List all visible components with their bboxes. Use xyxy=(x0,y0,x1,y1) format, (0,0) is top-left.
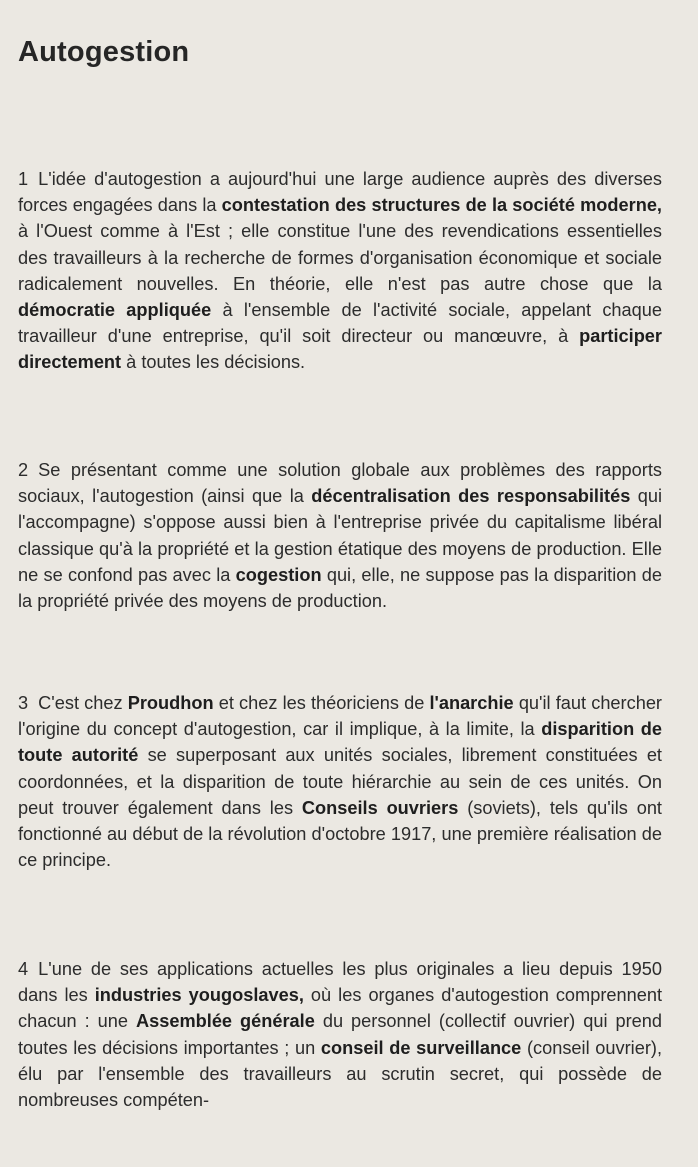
text-segment: et chez les théoriciens de xyxy=(213,693,430,713)
bold-term: industries yougoslaves, xyxy=(94,985,304,1006)
paragraph-number: 1 xyxy=(18,169,29,189)
text-segment: à l'ensemble de l'activité sociale, appelant chaque travailleur d'une entreprise, qu'il soit directeur ou manœuvre, à xyxy=(18,300,663,347)
text-segment: où les organes d'autogestion comprennent chacun : une xyxy=(18,985,663,1032)
paragraph-number: 2 xyxy=(18,460,29,480)
bold-term: Conseils ouvriers xyxy=(301,797,459,818)
bold-term: contestation des structures de la société moderne, xyxy=(221,195,662,216)
page-title: Autogestion xyxy=(18,36,190,68)
text-segment: qui l'accompagne) s'oppose aussi bien à l'entreprise privée du capitalisme libéral classique qu'à la propriété et la gestion étatique des moyens de production. Elle ne se confond pas avec la xyxy=(18,486,662,585)
text-segment: L'une de ses applications actuelles les plus originales a lieu depuis 1950 dans les xyxy=(18,959,662,1006)
text-segment: Se présentant comme une solution globale aux problèmes des rapports sociaux, l'autogestion (ainsi que la xyxy=(18,460,662,507)
text-segment: L'idée d'autogestion a aujourd'hui une large audience auprès des diverses forces engagées dans la xyxy=(18,169,662,216)
text-segment: à l'Ouest comme à l'Est ; elle constitue l'une des revendications essentielles des travailleurs à la recherche de formes d'organisation économique et sociale radicalement nouvelles. En théorie, elle n'est pas autre chose que la xyxy=(18,221,662,294)
text-segment: qui, elle, ne suppose pas la disparition de la propriété privée des moyens de production. xyxy=(18,564,662,612)
bold-term: Proudhon xyxy=(127,693,214,713)
text-segment: (conseil ouvrier), élu par l'ensemble des travailleurs au scrutin secret, qui possède de nombreuses compéten- xyxy=(18,1037,662,1111)
paragraph-3 xyxy=(18,690,662,873)
bold-term: cogestion xyxy=(235,564,322,585)
text-segment: du personnel (collectif ouvrier) qui prend toutes les décisions importantes ; un xyxy=(18,1011,662,1058)
text-segment: qu'il faut chercher l'origine du concept d'autogestion, car il implique, à la limite, la xyxy=(18,693,662,740)
text-segment: C'est chez xyxy=(38,693,128,713)
bold-term: participer directement xyxy=(18,326,662,373)
bold-term: Assemblée générale xyxy=(136,1011,315,1032)
bold-term: démocratie appliquée xyxy=(18,300,212,321)
paragraph-number: 3 xyxy=(18,693,29,713)
paragraph-4 xyxy=(18,956,662,1113)
bold-term: décentralisation des responsabilités xyxy=(311,486,631,507)
paragraph-2 xyxy=(18,457,662,614)
text-segment: à toutes les décisions. xyxy=(121,352,306,373)
paragraph-number: 4 xyxy=(18,959,29,979)
bold-term: conseil de surveillance xyxy=(320,1037,522,1058)
bold-term: l'anarchie xyxy=(429,693,514,713)
paragraph-1 xyxy=(18,166,662,376)
bold-term: disparition de toute autorité xyxy=(18,719,662,766)
text-segment: se superposant aux unités sociales, librement constituées et coordonnées, et la disparition de toute hiérarchie au sein de ces unités. On peut trouver également dans les xyxy=(18,745,662,818)
text-segment: (soviets), tels qu'ils ont fonctionné au début de la révolution d'octobre 1917, une première réalisation de ce principe. xyxy=(18,797,662,871)
